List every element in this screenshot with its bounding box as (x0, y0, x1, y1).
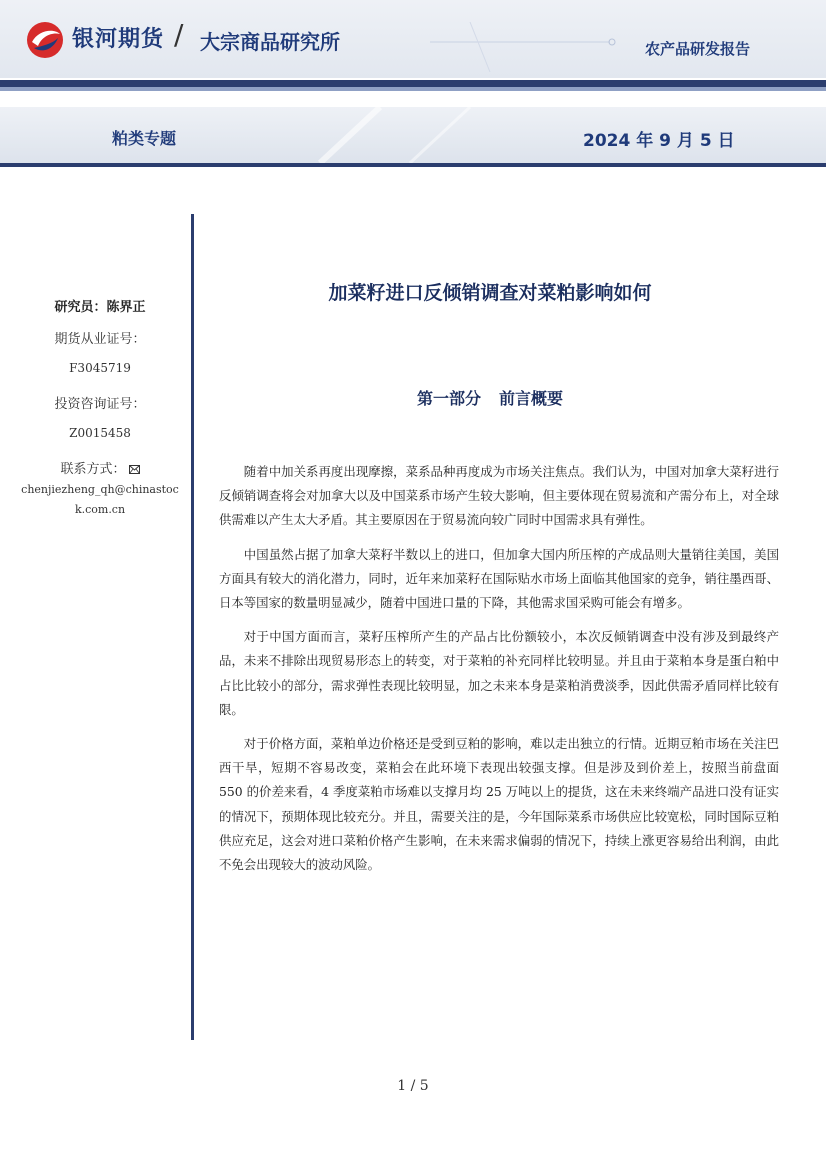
body-paragraph: 对于价格方面，菜粕单边价格还是受到豆粕的影响，难以走出独立的行情。近期豆粕市场在关注巴西干旱，短期不容易改变，菜粕会在此环境下表现出较强支撑。但是涉及到价差上，按照当前盘面 550 的价差来看，4 季度菜粕市场难以支撑月均 25 万吨以上的提货，这在未来终端产品进口没有证实的情况下，预期体现比较充分。并且，需要关注的是，今年国际菜系市场供应比较宽松，同时国际豆粕供应充足，这会对进口菜粕价格产生影响，在未来需求偏弱的情况下，持续上涨更容易给出利润，由此不免会出现较大的波动风险。 (219, 736, 779, 873)
contact-label: 联系方式： (60, 462, 126, 477)
report-type: 农产品研发报告 (645, 40, 751, 58)
galaxy-futures-logo-icon (24, 20, 66, 60)
body-paragraph: 中国虽然占据了加拿大菜籽半数以上的进口，但加拿大国内所压榨的产成品则大量销往美国，美国方面具有较大的消化潜力，同时，近年来加菜籽在国际贴水市场上面临其他国家的竞争，销往墨西哥、日本等国家的数量明显减少，随着中国进口量的下降，其他需求国采购可能会有增多。 (219, 546, 779, 611)
body-paragraph: 对于中国方面而言，菜籽压榨所产生的产品占比份额较小，本次反倾销调查中没有涉及到最终产品，未来不排除出现贸易形态上的转变，对于菜粕的补充同样比较明显。并且由于菜粕本身是蛋白粕中占比比较小的部分，需求弹性表现比较明显，加之未来本身是菜粕消费淡季，因此供需矛盾同样比较有限。 (219, 629, 779, 717)
license-label: 期货从业证号： (54, 332, 146, 347)
document-title: 加菜籽进口反倾销调查对菜粕影响如何 (328, 282, 652, 304)
header-rule (0, 80, 826, 87)
body-paragraph: 随着中加关系再度出现摩擦，菜系品种再度成为市场关注焦点。我们认为，中国对加拿大菜籽进行反倾销调查将会对加拿大以及中国菜系市场产生较大影响，但主要体现在贸易流和产需分布上，对全球供需难以产生太大矛盾。其主要原因在于贸易流向较广同时中国需求具有弹性。 (219, 464, 779, 528)
page-number: 1 / 5 (397, 1078, 429, 1094)
report-date: 2024 年 9 月 5 日 (583, 131, 735, 151)
contact-row (14, 458, 186, 477)
section-name: 前言概要 (499, 389, 564, 408)
section-part: 第一部分 (416, 389, 481, 408)
license-number: F3045719 (69, 361, 131, 375)
header-rule-accent (0, 87, 826, 91)
institute-name: 大宗商品研究所 (200, 30, 340, 54)
subheader-decoration (300, 107, 560, 163)
contact-email-link[interactable]: chenjiezheng_qh@chinastock.com.cn (21, 483, 179, 516)
consult-number: Z0015458 (69, 426, 131, 440)
brand-name: 银河期货 (72, 27, 165, 52)
brand-separator: / (174, 18, 184, 51)
report-topic: 粕类专题 (112, 129, 177, 148)
section-heading (230, 386, 750, 409)
mail-icon (129, 465, 140, 474)
sidebar-divider (191, 214, 194, 1040)
consult-label: 投资咨询证号： (54, 397, 146, 412)
header-decoration (430, 22, 630, 72)
researcher-name: 研究员：陈界正 (54, 300, 146, 315)
document-body (219, 460, 779, 887)
subheader-rule (0, 163, 826, 167)
